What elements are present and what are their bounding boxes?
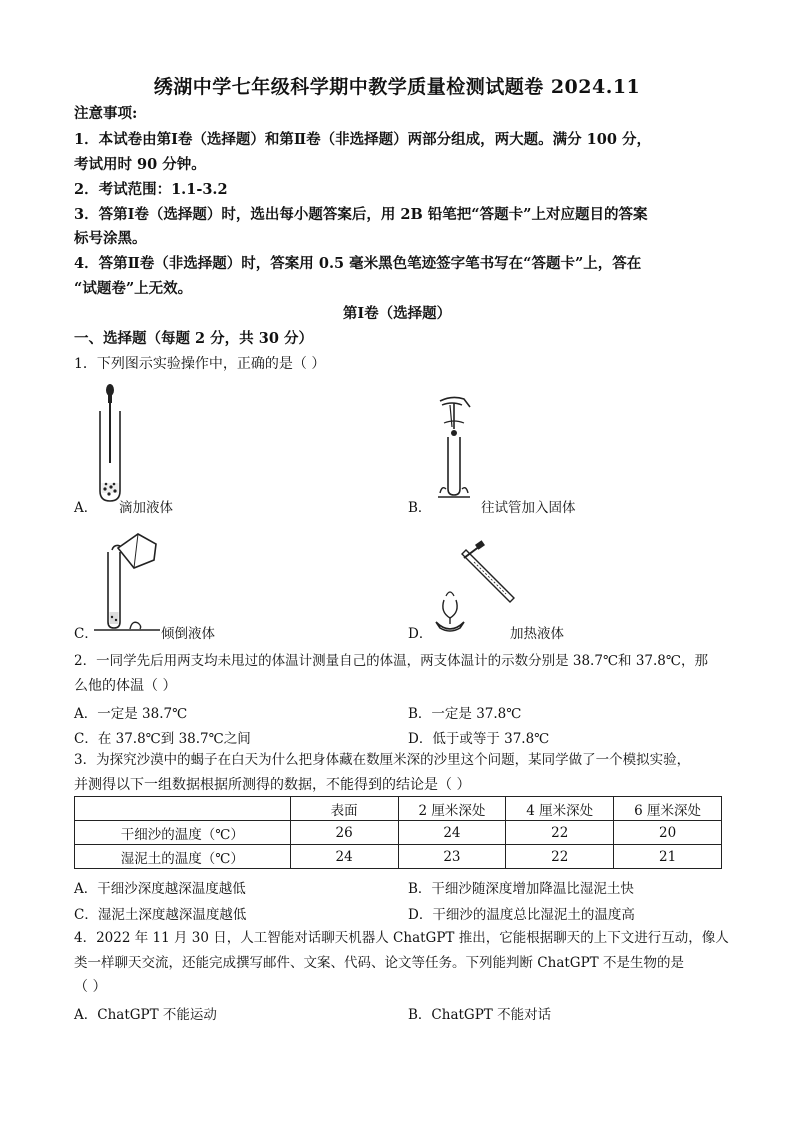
section-1-title: 一、选择题（每题 2 分，共 30 分）	[74, 330, 313, 347]
q3-option-c: C．湿泥土深度越深温度越低	[74, 907, 247, 923]
notice-item-4-line-1: 4．答第Ⅱ卷（非选择题）时，答案用 0.5 毫米黑色笔迹签字笔书写在“答题卡”上，答在	[74, 255, 642, 272]
q4-option-b: B．ChatGPT 不能对话	[408, 1007, 552, 1023]
table-cell: 24	[290, 845, 398, 869]
notice-item-1-line-2: 考试用时 90 分钟。	[74, 156, 206, 173]
heating-liquid-figure	[430, 540, 520, 636]
tweezers-adding-solid-figure	[430, 393, 480, 501]
table-row	[75, 821, 722, 845]
q2-stem-line-1: 2．一同学先后用两支均未甩过的体温计测量自己的体温，两支体温计的示数分别是 38.7℃和 37.8℃，那	[74, 653, 708, 669]
q2-option-b: B．一定是 37.8℃	[408, 706, 522, 722]
table-cell: 24	[398, 821, 506, 845]
pouring-liquid-figure	[94, 530, 160, 634]
q1-option-c-letter: C．	[74, 626, 98, 642]
table-cell: 26	[290, 821, 398, 845]
q2-stem-line-2: 么他的体温（ ）	[74, 678, 177, 694]
q4-stem-line-3: （ ）	[74, 979, 107, 995]
q3-stem-line-1: 3．为探究沙漠中的蝎子在白天为什么把身体藏在数厘米深的沙里这个问题，某同学做了一个模拟实验，	[74, 752, 691, 768]
temperature-data-table	[74, 796, 722, 869]
q1-option-a-text: 滴加液体	[119, 500, 173, 516]
table-header-cell: 表面	[290, 797, 398, 821]
notice-item-3-line-2: 标号涂黑。	[74, 230, 147, 247]
table-header-cell: 2 厘米深处	[398, 797, 506, 821]
notice-heading: 注意事项:	[74, 105, 138, 122]
part-1-title: 第Ⅰ卷（选择题）	[342, 305, 452, 322]
exam-title: 绣湖中学七年级科学期中教学质量检测试题卷 2024.11	[153, 76, 641, 98]
q3-stem-line-2: 并测得以下一组数据根据所测得的数据，不能得到的结论是（ ）	[74, 777, 471, 793]
q2-option-a: A．一定是 38.7℃	[74, 706, 188, 722]
table-cell: 21	[614, 845, 722, 869]
q1-option-c-text: 倾倒液体	[161, 626, 215, 642]
q3-option-d: D．干细沙的温度总比湿泥土的温度高	[408, 907, 635, 923]
dropper-in-tube-figure	[92, 383, 132, 505]
notice-item-2: 2．考试范围：1.1-3.2	[74, 181, 228, 198]
q1-stem: 1．下列图示实验操作中，正确的是（ ）	[74, 356, 326, 372]
table-header-cell: 6 厘米深处	[614, 797, 722, 821]
q3-option-b: B．干细沙随深度增加降温比湿泥土快	[408, 881, 634, 897]
q1-option-b-text: 往试管加入固体	[481, 500, 576, 516]
table-header-row	[75, 797, 722, 821]
table-row	[75, 845, 722, 869]
table-header-cell: 4 厘米深处	[506, 797, 614, 821]
q3-option-a: A．干细沙深度越深温度越低	[74, 881, 246, 897]
notice-item-4-line-2: “试题卷”上无效。	[74, 280, 193, 297]
table-cell: 22	[506, 845, 614, 869]
notice-item-3-line-1: 3．答第Ⅰ卷（选择题）时，选出每小题答案后，用 2B 铅笔把“答题卡”上对应题目的答案	[74, 206, 648, 223]
q2-option-d: D．低于或等于 37.8℃	[408, 731, 550, 747]
table-row-label: 湿泥土的温度（℃）	[75, 845, 291, 869]
q1-option-a-letter: A．	[74, 500, 98, 516]
table-cell: 22	[506, 821, 614, 845]
q1-option-d-text: 加热液体	[510, 626, 564, 642]
notice-item-1-line-1: 1．本试卷由第Ⅰ卷（选择题）和第Ⅱ卷（非选择题）两部分组成，两大题。满分 100 分，	[74, 131, 651, 148]
table-cell: 23	[398, 845, 506, 869]
table-row-label: 干细沙的温度（℃）	[75, 821, 291, 845]
q1-option-d-letter: D．	[408, 626, 433, 642]
q1-option-b-letter: B．	[408, 500, 432, 516]
q4-stem-line-1: 4．2022 年 11 月 30 日，人工智能对话聊天机器人 ChatGPT 推出，它能根据聊天的上下文进行互动，像人	[74, 930, 729, 946]
q2-option-c: C．在 37.8℃到 38.7℃之间	[74, 731, 251, 747]
table-header-cell	[75, 797, 291, 821]
q4-stem-line-2: 类一样聊天交流，还能完成撰写邮件、文案、代码、论文等任务。下列能判断 ChatGPT 不是生物的是	[74, 955, 684, 971]
table-cell: 20	[614, 821, 722, 845]
q4-option-a: A．ChatGPT 不能运动	[74, 1007, 217, 1023]
